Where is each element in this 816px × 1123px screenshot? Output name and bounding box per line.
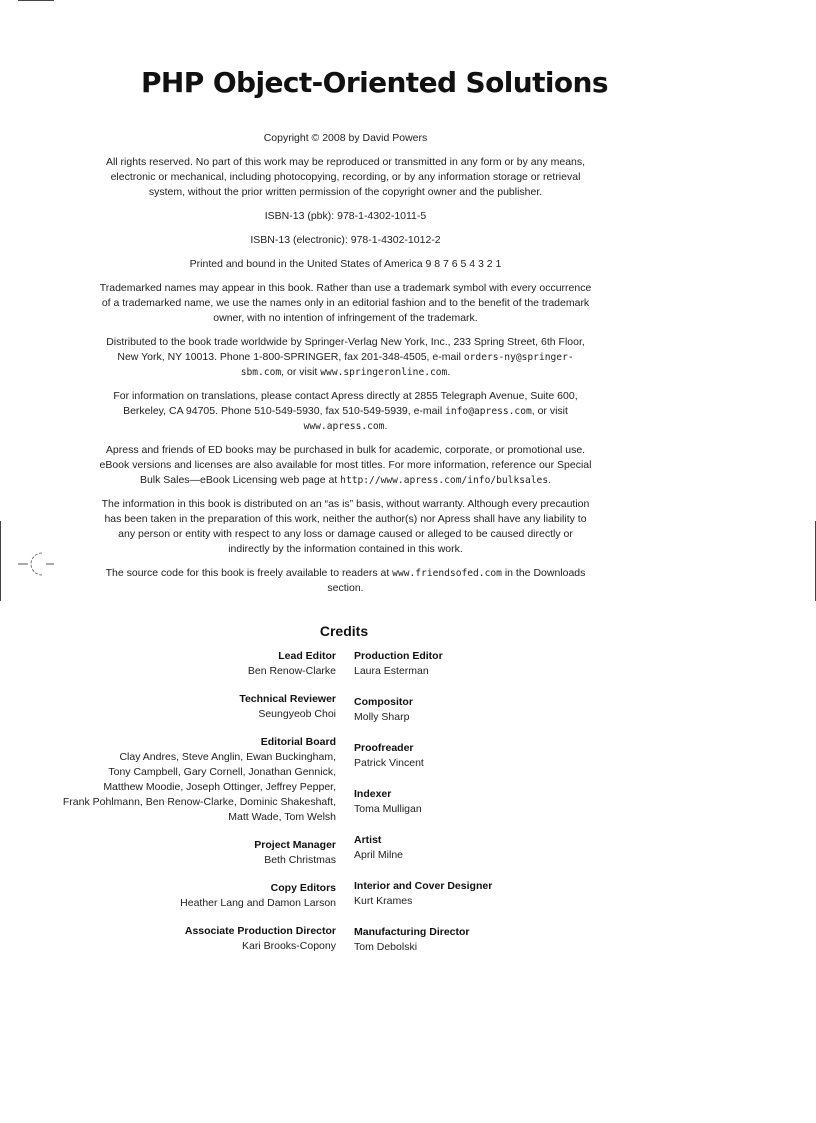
printed-line: Printed and bound in the United States of America 9 8 7 6 5 4 3 2 1 bbox=[189, 258, 502, 270]
crop-rule-left bbox=[0, 521, 1, 601]
credit-group bbox=[354, 879, 654, 909]
rights-paragraph: All rights reserved. No part of this work may be reproduced or transmitted in any form or by any means, electronic or mechanical, including photocopying, recording, or by any information storage or retrieval system, without the prior written permission of the copyright owner and the publisher. bbox=[105, 156, 586, 198]
translations-email: info@apress.com bbox=[445, 406, 532, 417]
credit-name: Matthew Moodie, Joseph Ottinger, Jeffrey Pepper, bbox=[103, 781, 336, 793]
credit-group bbox=[36, 649, 336, 679]
credit-name: Beth Christmas bbox=[264, 854, 336, 866]
credit-role: Technical Reviewer bbox=[239, 693, 336, 705]
distribution-paragraph: Distributed to the book trade worldwide by Springer-Verlag New York, Inc., 233 Spring Street, 6th Floor, New York, NY 10013. Phone 1-800-SPRINGER, fax 201-348-4505, e-mail orders-ny@springer-sbm.com, or visit www.springeronline.com. bbox=[106, 336, 585, 378]
source-code-paragraph: The source code for this book is freely available to readers at www.friendsofed.com in the Downloads section. bbox=[105, 567, 586, 594]
credit-group bbox=[354, 695, 654, 725]
source-code-url: www.friendsofed.com bbox=[392, 568, 502, 579]
credit-name: Toma Mulligan bbox=[354, 803, 422, 815]
credit-role: Lead Editor bbox=[278, 650, 336, 662]
credit-group bbox=[354, 787, 654, 817]
credit-name: Kurt Krames bbox=[354, 895, 413, 907]
credit-role: Editorial Board bbox=[260, 736, 336, 748]
credit-name: Tom Debolski bbox=[354, 941, 418, 953]
credit-role: Artist bbox=[354, 834, 382, 846]
credit-name: Heather Lang and Damon Larson bbox=[180, 897, 336, 909]
credits-heading: Credits bbox=[319, 623, 369, 639]
distribution-url: www.springeronline.com bbox=[320, 367, 448, 378]
registration-mark-icon bbox=[16, 550, 56, 578]
credit-name: Tony Campbell, Gary Cornell, Jonathan Gennick, bbox=[108, 766, 336, 778]
credit-role: Interior and Cover Designer bbox=[354, 880, 493, 892]
credit-name: Molly Sharp bbox=[354, 711, 410, 723]
credit-name: April Milne bbox=[354, 849, 404, 861]
credit-name: Ben Renow-Clarke bbox=[247, 665, 336, 677]
credit-group bbox=[354, 925, 654, 955]
credit-group bbox=[354, 649, 654, 679]
credit-name: Patrick Vincent bbox=[354, 757, 424, 769]
credit-group bbox=[354, 833, 654, 863]
credit-group bbox=[36, 838, 336, 868]
bulk-sales-url: http://www.apress.com/info/bulksales bbox=[340, 475, 549, 486]
credit-role: Production Editor bbox=[354, 650, 443, 662]
trademark-paragraph: Trademarked names may appear in this book. Rather than use a trademark symbol with every occurrence of a trademarked name, we use the names only in an editorial fashion and to the benefit of the trademark owner, with no intention of infringement of the trademark. bbox=[99, 282, 592, 324]
isbn-electronic: ISBN-13 (electronic): 978-1-4302-1012-2 bbox=[250, 234, 441, 246]
credit-name: Matt Wade, Tom Welsh bbox=[228, 811, 336, 823]
translations-url: www.apress.com bbox=[303, 421, 385, 432]
credit-group bbox=[36, 735, 336, 825]
credits-left-column bbox=[36, 649, 336, 967]
credit-role: Associate Production Director bbox=[184, 925, 336, 937]
credit-role: Indexer bbox=[354, 788, 392, 800]
disclaimer-paragraph: The information in this book is distributed on an “as is” basis, without warranty. Although every precaution has been taken in the preparation of this work, neither the author(s) nor Apress shall have any liability to any person or entity with respect to any loss or damage caused or alleged to be caused directly or indirectly by the information contained in this work. bbox=[101, 498, 590, 555]
credit-name: Clay Andres, Steve Anglin, Ewan Buckingham, bbox=[119, 751, 336, 763]
credit-group bbox=[36, 692, 336, 722]
credit-name: Kari Brooks-Copony bbox=[242, 940, 336, 952]
credit-group bbox=[36, 924, 336, 954]
copyright-page-text bbox=[98, 131, 593, 605]
credit-group bbox=[36, 881, 336, 911]
isbn-pbk: ISBN-13 (pbk): 978-1-4302-1011-5 bbox=[264, 210, 427, 222]
credit-name: Laura Esterman bbox=[354, 665, 429, 677]
bulk-sales-paragraph: Apress and friends of ED books may be purchased in bulk for academic, corporate, or promotional use. eBook versions and licenses are also available for most titles. For more information, reference our Special Bulk Sales—eBook Licensing web page at http://www.apress.com/info/bulksales. bbox=[99, 444, 592, 486]
translations-paragraph: For information on translations, please contact Apress directly at 2855 Telegraph Avenue, Suite 600, Berkeley, CA 94705. Phone 510-549-5930, fax 510-549-5939, e-mail info@apress.com, or visit www.apress.com. bbox=[113, 390, 578, 432]
copyright-line: Copyright © 2008 by David Powers bbox=[263, 132, 428, 144]
distribution-email: orders-ny@springer-sbm.com bbox=[240, 352, 574, 378]
crop-mark-top bbox=[18, 0, 54, 1]
book-title: PHP Object-Oriented Solutions bbox=[141, 66, 608, 99]
credit-name: Seungyeob Choi bbox=[258, 708, 336, 720]
credit-role: Copy Editors bbox=[270, 882, 336, 894]
credits-right-column bbox=[354, 649, 654, 971]
credit-role: Proofreader bbox=[354, 742, 414, 754]
credit-role: Compositor bbox=[354, 696, 413, 708]
credit-group bbox=[354, 741, 654, 771]
credit-role: Manufacturing Director bbox=[354, 926, 470, 938]
credit-name: Frank Pohlmann, Ben Renow-Clarke, Dominic Shakeshaft, bbox=[62, 796, 336, 808]
credit-role: Project Manager bbox=[254, 839, 336, 851]
